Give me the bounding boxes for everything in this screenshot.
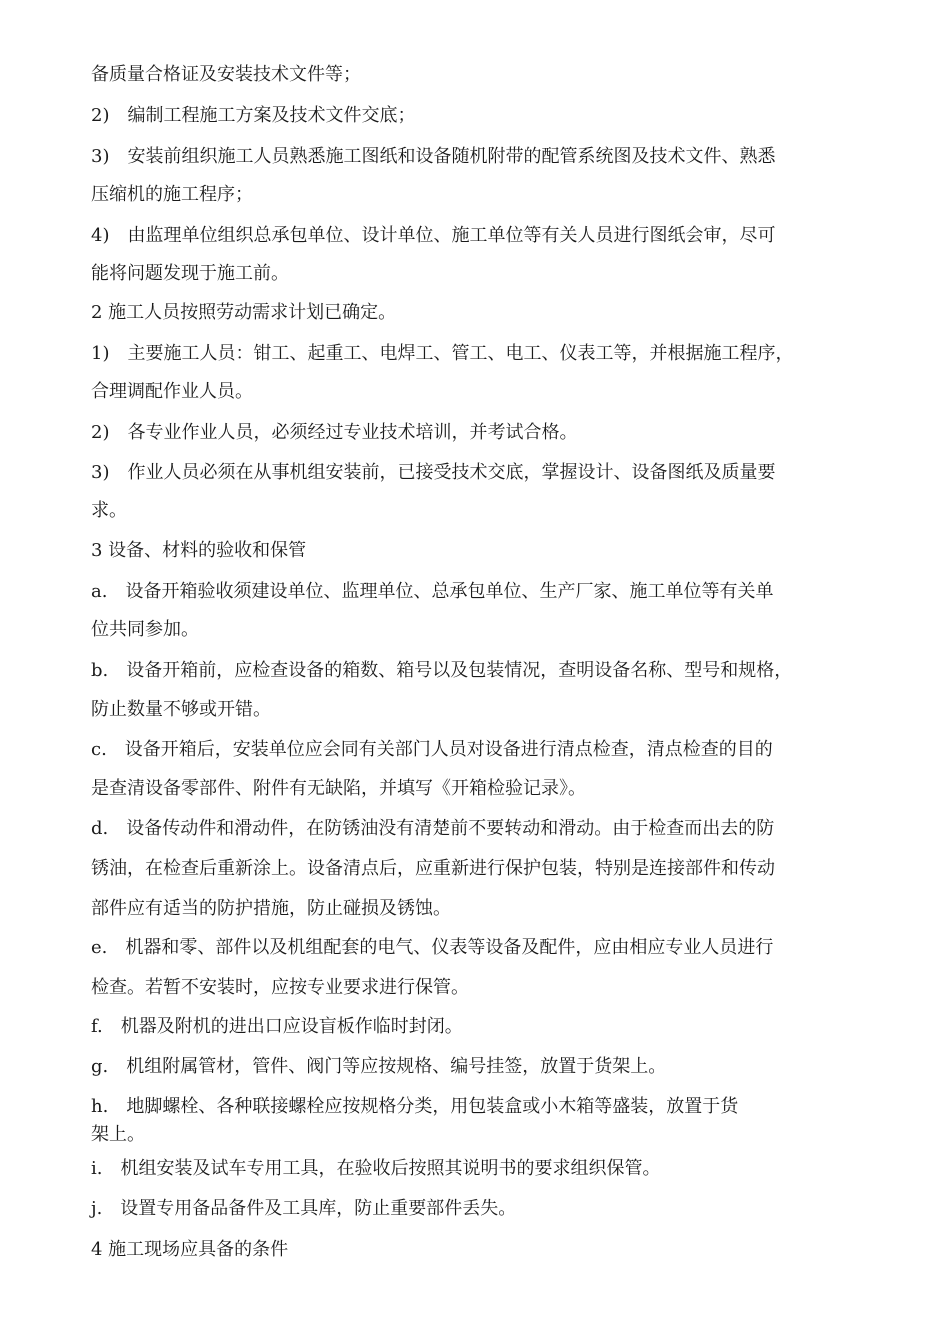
text-line: 架上。 [91, 1124, 145, 1145]
section-heading: 4 施工现场应具备的条件 [91, 1239, 289, 1260]
list-item: h. 地脚螺栓、各种联接螺栓应按规格分类，用包装盒或小木箱等盛装，放置于货 [91, 1096, 739, 1117]
list-item: 3) 作业人员必须在从事机组安装前，已接受技术交底，掌握设计、设备图纸及质量要 [91, 462, 776, 483]
list-item: e. 机器和零、部件以及机组配套的电气、仪表等设备及配件，应由相应专业人员进行 [91, 937, 774, 958]
section-heading: 2 施工人员按照劳动需求计划已确定。 [91, 302, 397, 323]
text-line: 合理调配作业人员。 [91, 381, 253, 402]
text-line: 位共同参加。 [91, 619, 199, 640]
section-heading: 3 设备、材料的验收和保管 [91, 540, 307, 561]
list-item: 4) 由监理单位组织总承包单位、设计单位、施工单位等有关人员进行图纸会审，尽可 [91, 225, 776, 246]
list-item: j. 设置专用备品备件及工具库，防止重要部件丢失。 [91, 1198, 517, 1219]
text-line: 是查清设备零部件、附件有无缺陷，并填写《开箱检验记录》。 [91, 778, 586, 799]
list-item: a. 设备开箱验收须建设单位、监理单位、总承包单位、生产厂家、施工单位等有关单 [91, 581, 774, 602]
list-item: 2) 编制工程施工方案及技术文件交底； [91, 105, 416, 126]
list-item: f. 机器及附机的进出口应设盲板作临时封闭。 [91, 1016, 463, 1037]
text-line: 防止数量不够或开错。 [91, 699, 271, 720]
list-item: d. 设备传动件和滑动件，在防锈油没有清楚前不要转动和滑动。由于检查而出去的防 [91, 818, 775, 839]
text-line: 能将问题发现于施工前。 [91, 263, 289, 284]
list-item: 2) 各专业作业人员，必须经过专业技术培训，并考试合格。 [91, 422, 578, 443]
list-item: b. 设备开箱前，应检查设备的箱数、箱号以及包装情况，查明设备名称、型号和规格， [91, 660, 793, 681]
text-line: 检查。若暂不安装时，应按专业要求进行保管。 [91, 977, 469, 998]
text-line: 压缩机的施工程序； [91, 184, 253, 205]
list-item: g. 机组附属管材，管件、阀门等应按规格、编号挂签，放置于货架上。 [91, 1056, 667, 1077]
list-item: 1) 主要施工人员：钳工、起重工、电焊工、管工、电工、仪表工等，并根据施工程序， [91, 343, 794, 364]
text-line: 锈油，在检查后重新涂上。设备清点后，应重新进行保护包装，特别是连接部件和传动 [91, 858, 775, 879]
text-line: 备质量合格证及安装技术文件等； [91, 64, 361, 85]
text-line: 部件应有适当的防护措施，防止碰损及锈蚀。 [91, 898, 451, 919]
list-item: 3) 安装前组织施工人员熟悉施工图纸和设备随机附带的配管系统图及技术文件、熟悉 [91, 146, 776, 167]
list-item: i. 机组安装及试车专用工具，在验收后按照其说明书的要求组织保管。 [91, 1158, 661, 1179]
text-line: 求。 [91, 500, 127, 521]
list-item: c. 设备开箱后，安装单位应会同有关部门人员对设备进行清点检查，清点检查的目的 [91, 739, 773, 760]
